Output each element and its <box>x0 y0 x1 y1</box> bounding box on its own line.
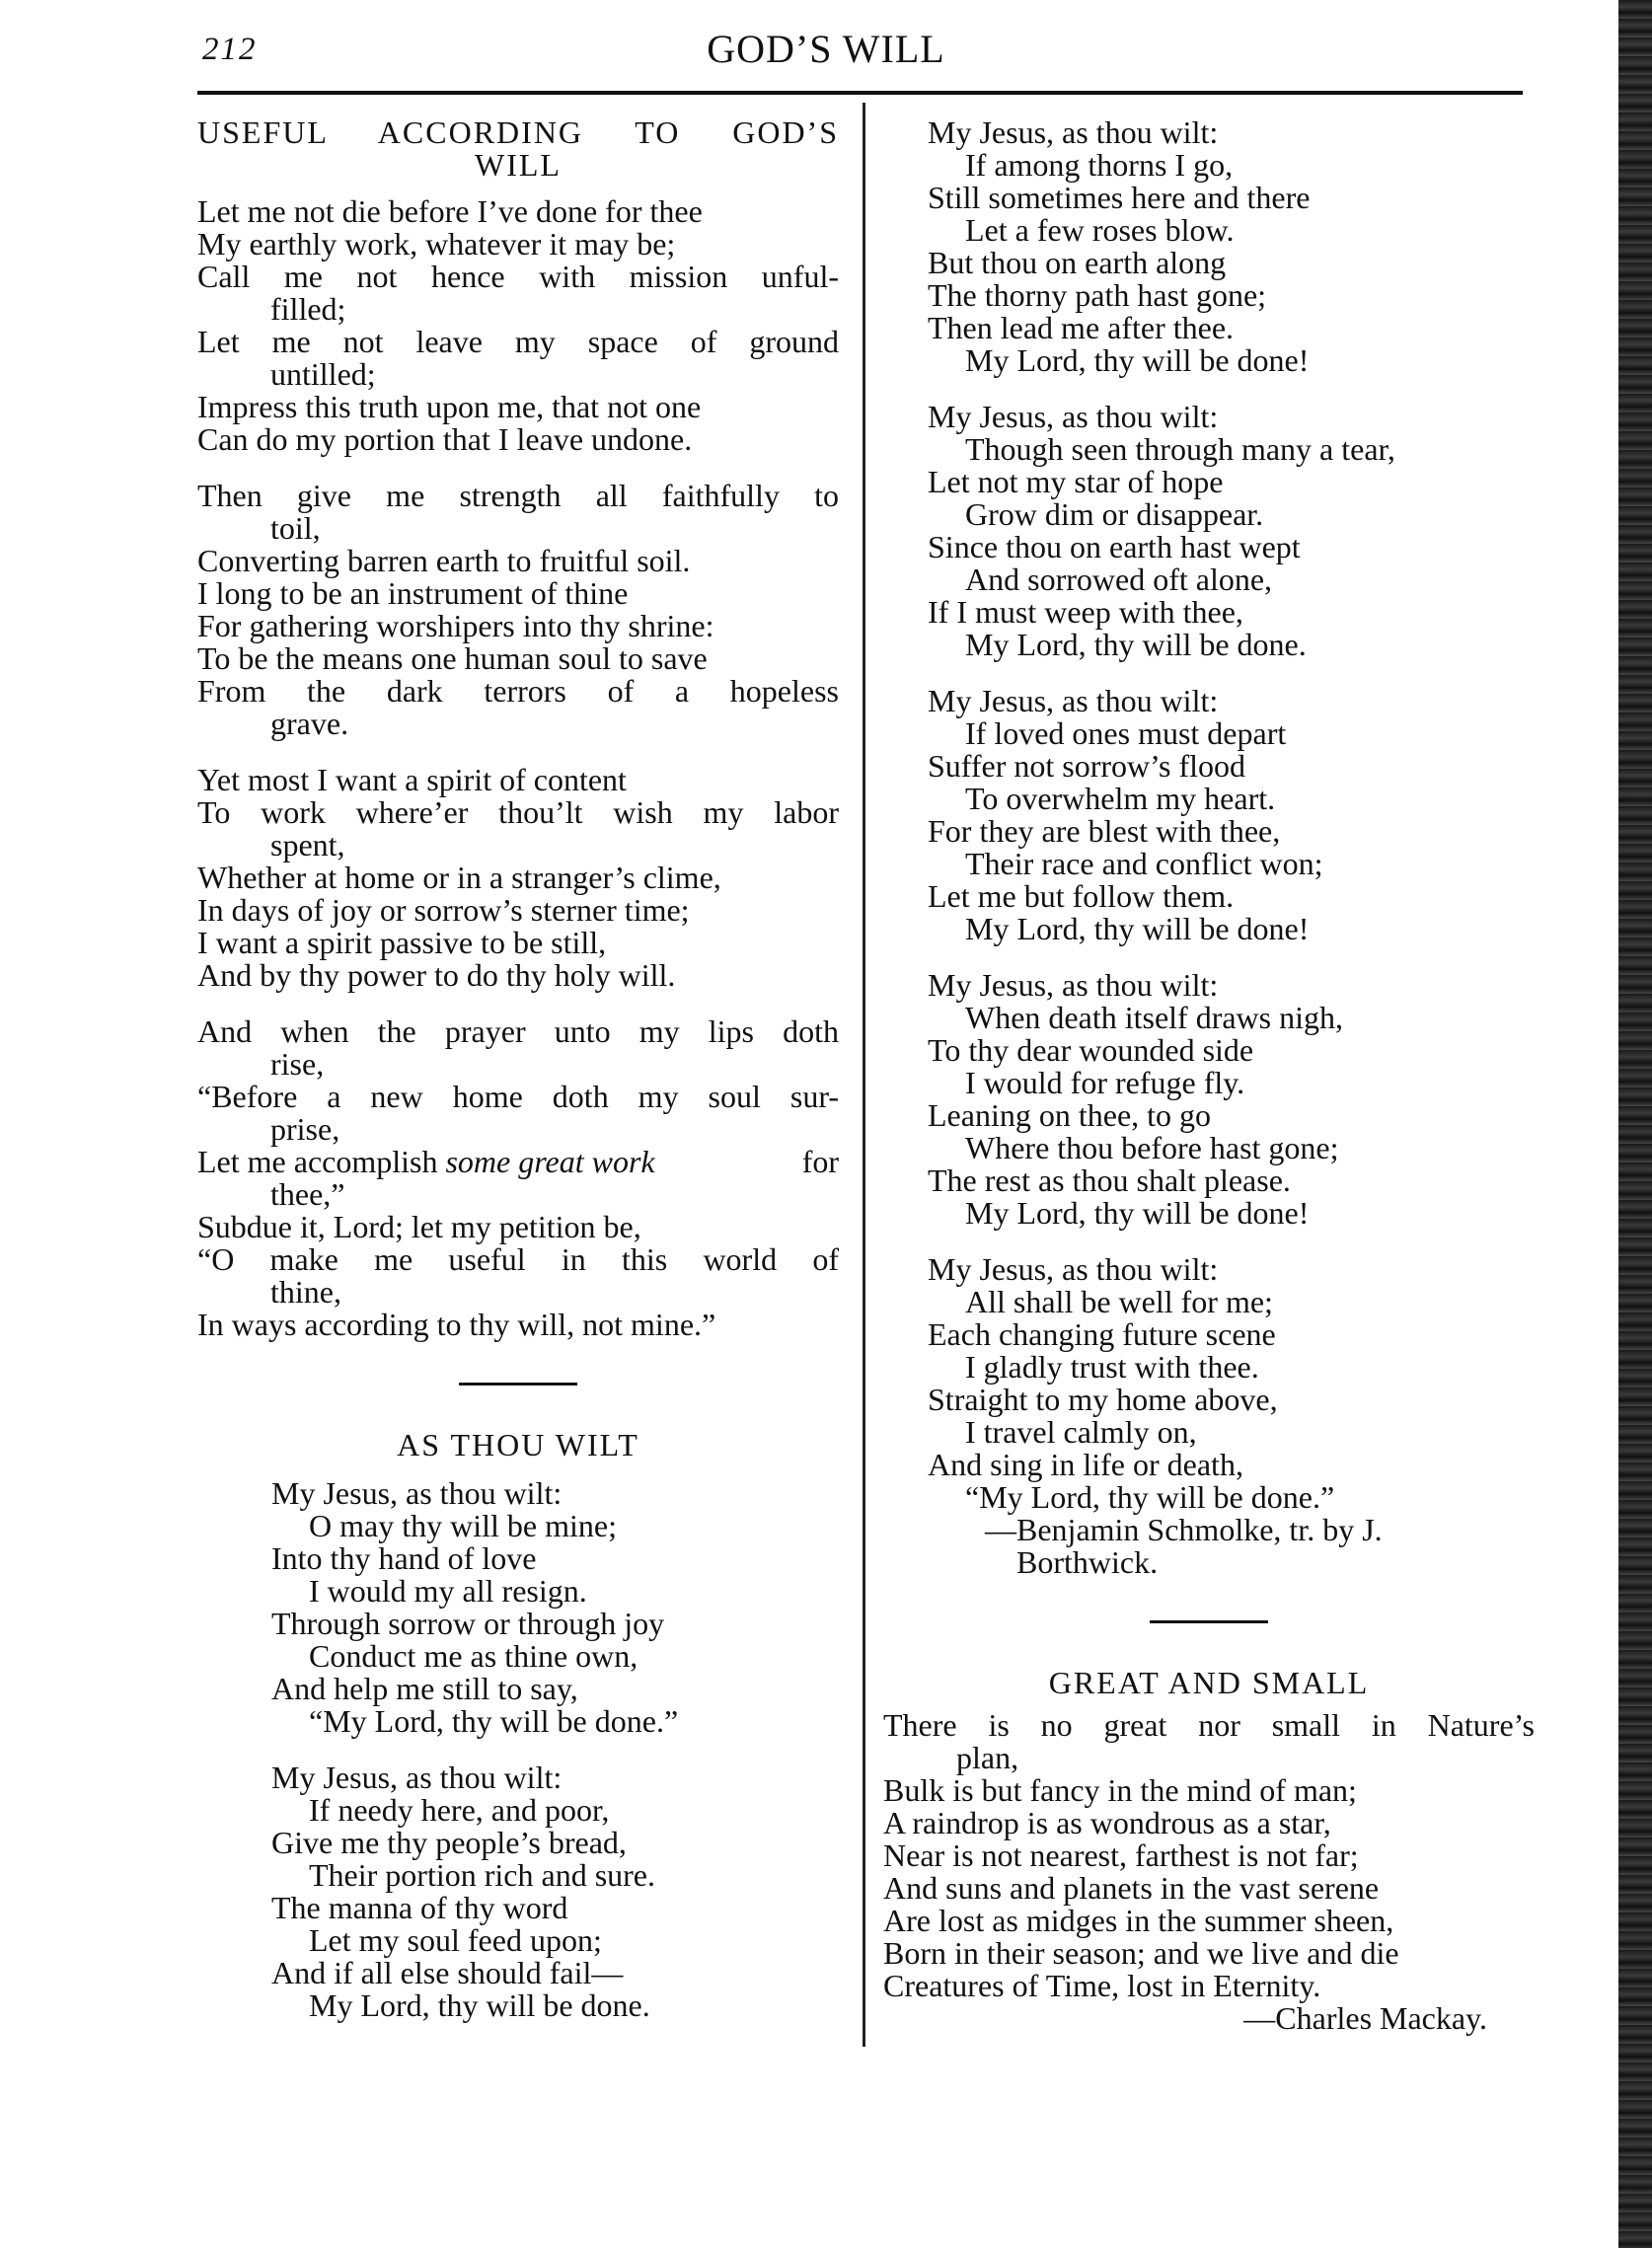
verse-line: My Jesus, as thou wilt: <box>928 1251 1219 1287</box>
attribution: —Benjamin Schmolke, tr. by J. <box>985 1512 1383 1547</box>
column-divider <box>863 103 865 2047</box>
verse-line: thee,” <box>270 1176 345 1212</box>
right-column <box>883 116 1535 2059</box>
verse-line: Whether at home or in a stranger’s clime, <box>197 860 721 895</box>
stanza <box>928 401 1535 661</box>
verse-line: My Jesus, as thou wilt: <box>928 967 1219 1003</box>
verse-line: And sorrowed oft alone, <box>965 562 1273 597</box>
verse-line: Though seen through many a tear, <box>965 431 1395 467</box>
verse-line: There is no great nor small in Nature’s <box>883 1707 1535 1743</box>
verse-line: To overwhelm my heart. <box>965 781 1276 816</box>
verse-line: My earthly work, whatever it may be; <box>197 226 676 262</box>
verse-line: spent, <box>270 827 345 862</box>
page-number: 212 <box>202 32 258 67</box>
italic-emphasis: some great work <box>445 1144 655 1179</box>
verse-line: Each changing future scene <box>928 1316 1276 1352</box>
header-rule <box>197 91 1523 95</box>
verse-line: Their portion rich and sure. <box>309 1857 655 1893</box>
verse-line: For gathering worshipers into thy shrine: <box>197 608 714 643</box>
verse-line: But thou on earth along <box>928 245 1227 280</box>
stanza <box>928 1253 1535 1514</box>
verse-line: From the dark terrors of a hopeless <box>197 673 839 709</box>
attribution: —Charles Mackay. <box>1243 2000 1487 2036</box>
verse-line: In days of joy or sorrow’s sterner time; <box>197 892 690 928</box>
verse-line: Born in their season; and we live and die <box>883 1935 1399 1971</box>
verse-line: Then lead me after thee. <box>928 310 1235 345</box>
verse-line: And when the prayer unto my lips doth <box>197 1013 839 1049</box>
verse-line: Impress this truth upon me, that not one <box>197 389 702 424</box>
verse-line: Still sometimes here and there <box>928 180 1311 215</box>
verse-line: And suns and planets in the vast serene <box>883 1870 1380 1906</box>
verse-line: For they are blest with thee, <box>928 813 1281 849</box>
verse-line: Let me accomplish some great work for <box>197 1144 839 1179</box>
verse-line: Creatures of Time, lost in Eternity. <box>883 1968 1321 2003</box>
verse-line: Let a few roses blow. <box>965 212 1235 248</box>
verse-line: I long to be an instrument of thine <box>197 575 629 611</box>
verse-line: Let me not leave my space of ground <box>197 324 839 359</box>
verse-line: Since thou on earth hast wept <box>928 529 1301 564</box>
verse-line: Suffer not sorrow’s flood <box>928 748 1246 784</box>
verse-line: thine, <box>270 1274 341 1310</box>
verse-line: The rest as thou shalt please. <box>928 1162 1291 1198</box>
verse-line: I would for refuge fly. <box>965 1065 1245 1100</box>
verse-line: prise, <box>270 1111 340 1147</box>
stanza <box>928 116 1535 377</box>
verse-line: Let me but follow them. <box>928 878 1235 914</box>
verse-line: grave. <box>270 706 349 741</box>
stanza <box>197 1015 839 1341</box>
verse-line: My Jesus, as thou wilt: <box>928 114 1219 150</box>
verse-line: My Jesus, as thou wilt: <box>928 399 1219 434</box>
stanza <box>271 1761 839 2022</box>
stanza <box>197 764 839 992</box>
stanza <box>197 480 839 740</box>
verse-line: filled; <box>270 291 346 327</box>
verse-line: Through sorrow or through joy <box>271 1606 665 1641</box>
verse-line: My Lord, thy will be done. <box>965 627 1307 662</box>
verse-line: If among thorns I go, <box>965 147 1234 183</box>
poem-great-and-small <box>883 1709 1535 2035</box>
verse-line: Straight to my home above, <box>928 1382 1278 1417</box>
verse-line: And sing in life or death, <box>928 1447 1243 1482</box>
verse-line: Bulk is but fancy in the mind of man; <box>883 1772 1357 1808</box>
verse-line: rise, <box>270 1046 325 1082</box>
verse-line: Their race and conflict won; <box>965 846 1323 881</box>
verse-line: My Lord, thy will be done! <box>965 1195 1310 1231</box>
verse-line: Give me thy people’s bread, <box>271 1825 627 1860</box>
verse-line: My Jesus, as thou wilt: <box>271 1475 563 1511</box>
poem-title-great-and-small: GREAT AND SMALL <box>1048 1665 1370 1700</box>
page-header <box>0 0 1652 89</box>
poem-title-as-thou-wilt: AS THOU WILT <box>397 1427 639 1462</box>
attribution: Borthwick. <box>1016 1544 1159 1580</box>
verse-line: Into thy hand of love <box>271 1540 537 1576</box>
verse-line: To be the means one human soul to save <box>197 640 708 676</box>
verse-line: Then give me strength all faithfully to <box>197 478 839 513</box>
verse-line: When death itself draws nigh, <box>965 1000 1343 1035</box>
poem-as-thou-wilt-part1 <box>197 1477 839 2022</box>
verse-line: Grow dim or disappear. <box>965 496 1264 532</box>
verse-line: I gladly trust with thee. <box>965 1349 1259 1385</box>
verse-line: toil, <box>270 510 321 546</box>
verse-line: Converting barren earth to fruitful soil. <box>197 543 691 578</box>
verse-line: Are lost as midges in the summer sheen, <box>883 1903 1394 1938</box>
verse-line: Leaning on thee, to go <box>928 1097 1212 1133</box>
verse-line: To work where’er thou’lt wish my labor <box>197 794 839 830</box>
verse-line: If I must weep with thee, <box>928 594 1243 630</box>
verse-line: I would my all resign. <box>309 1573 587 1609</box>
verse-line: untilled; <box>270 356 376 392</box>
stanza <box>928 969 1535 1230</box>
verse-line: All shall be well for me; <box>965 1284 1273 1319</box>
verse-line: And help me still to say, <box>271 1671 578 1706</box>
verse-line: And if all else should fail— <box>271 1955 624 1990</box>
page-edge-shadow <box>1618 0 1652 2248</box>
verse-line: And by thy power to do thy holy will. <box>197 957 676 993</box>
verse-line: Let me not die before I’ve done for thee <box>197 193 703 229</box>
running-title: GOD’S WILL <box>707 27 945 71</box>
verse-line: A raindrop is as wondrous as a star, <box>883 1805 1331 1840</box>
verse-line: My Jesus, as thou wilt: <box>928 683 1219 718</box>
verse-line: If loved ones must depart <box>965 715 1287 751</box>
poem-as-thou-wilt-part2 <box>883 116 1535 1579</box>
verse-line: plan, <box>956 1740 1019 1775</box>
verse-line: In ways according to thy will, not mine.” <box>197 1307 716 1342</box>
stanza <box>197 195 839 456</box>
verse-line: Subdue it, Lord; let my petition be, <box>197 1209 641 1244</box>
verse-line: My Lord, thy will be done! <box>965 911 1310 946</box>
verse-line: To thy dear wounded side <box>928 1032 1254 1068</box>
stanza <box>271 1477 839 1738</box>
verse-line: Where thou before hast gone; <box>965 1130 1339 1165</box>
verse-line: If needy here, and poor, <box>309 1792 610 1828</box>
verse-line: My Lord, thy will be done. <box>309 1987 650 2023</box>
verse-line: Let not my star of hope <box>928 464 1224 499</box>
verse-line: The manna of thy word <box>271 1890 568 1925</box>
verse-line: My Jesus, as thou wilt: <box>271 1760 563 1795</box>
verse-line: Conduct me as thine own, <box>309 1638 638 1674</box>
verse-line: “My Lord, thy will be done.” <box>965 1479 1335 1515</box>
verse-line: Can do my portion that I leave undone. <box>197 421 693 457</box>
verse-line: “Before a new home doth my soul sur- <box>197 1079 839 1114</box>
verse-line: The thorny path hast gone; <box>928 277 1267 313</box>
verse-line: My Lord, thy will be done! <box>965 342 1310 378</box>
verse-line: “O make me useful in this world of <box>197 1241 839 1277</box>
section-separator <box>459 1383 577 1386</box>
left-column <box>197 116 839 2046</box>
verse-line: Near is not nearest, farthest is not far; <box>883 1837 1359 1873</box>
verse-line: I want a spirit passive to be still, <box>197 925 607 960</box>
verse-line: Call me not hence with mission unful- <box>197 259 839 294</box>
verse-line: Yet most I want a spirit of content <box>197 762 627 797</box>
verse-line: I travel calmly on, <box>965 1414 1197 1450</box>
stanza <box>928 685 1535 945</box>
verse-line: Let my soul feed upon; <box>309 1922 602 1958</box>
section-separator <box>1150 1620 1268 1623</box>
poem-title-useful: USEFUL ACCORDING TO GOD’S WILL <box>197 114 839 183</box>
verse-line: “My Lord, thy will be done.” <box>309 1703 679 1739</box>
verse-line: O may thy will be mine; <box>309 1508 617 1543</box>
